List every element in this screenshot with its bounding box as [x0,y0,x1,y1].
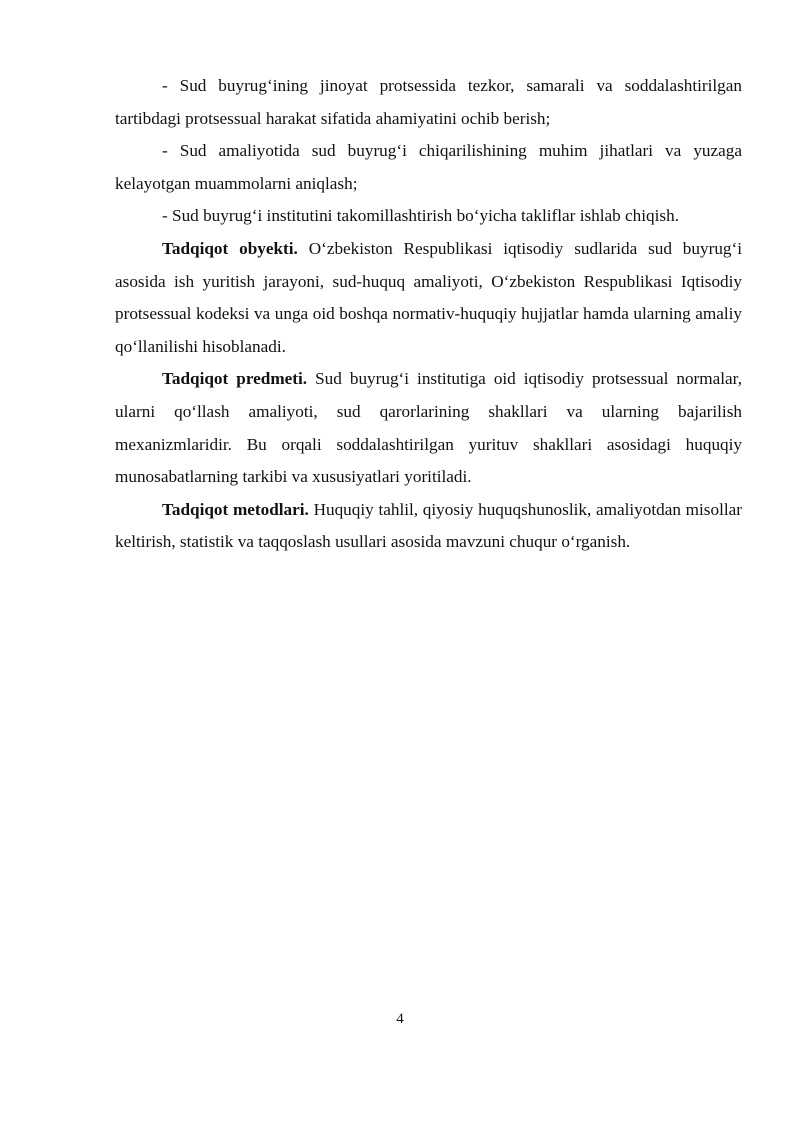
bullet-problems: - Sud amaliyotida sud buyrug‘i chiqarilishining muhim jihatlari va yuzaga kelayotgan muammolarni aniqlash; [115,141,742,193]
research-object-label: Tadqiqot obyekti. [162,238,298,258]
research-methods-paragraph [115,494,742,559]
research-methods-label: Tadqiqot metodlari. [162,499,309,519]
research-object-text: O‘zbekiston Respublikasi iqtisodiy sudlarida sud buyrug‘i asosida ish yuritish jarayoni, sud-huquq amaliyoti, O‘zbekiston Respublikasi Iqtisodiy protsessual kodeksi va unga oid boshqa normativ-huquqiy hujjatlar hamda ularning amaliy qo‘llanilishi hisoblanadi. [115,238,742,356]
research-subject-label: Tadqiqot predmeti. [162,369,308,389]
research-subject-text: Sud buyrug‘i institutiga oid iqtisodiy protsessual normalar, ularni qo‘llash amaliyoti, sud qarorlarining shakllari va ularning bajarilish mexanizmlaridir. Bu orqali soddalashtirilgan yurituv shakllari asosidagi huquqiy munosabatlarning tarkibi va xususiyatlari yoritiladi. [115,369,742,487]
bullet-significance: - Sud buyrug‘ining jinoyat protsessida tezkor, samarali va soddalashtirilgan tartibdagi protsessual harakat sifatida ahamiyatini ochib berish; [115,76,742,128]
research-subject-paragraph [115,363,742,493]
research-object-paragraph [115,233,742,363]
page-body [115,70,742,559]
research-methods-text: Huquqiy tahlil, qiyosiy huquqshunoslik, amaliyotdan misollar keltirish, statistik va taqqoslash usullari asosida mavzuni chuqur o‘rganish. [115,499,742,552]
bullet-proposals: - Sud buyrug‘i institutini takomillashtirish bo‘yicha takliflar ishlab chiqish. [162,206,679,226]
page-number: 4 [396,1011,404,1027]
